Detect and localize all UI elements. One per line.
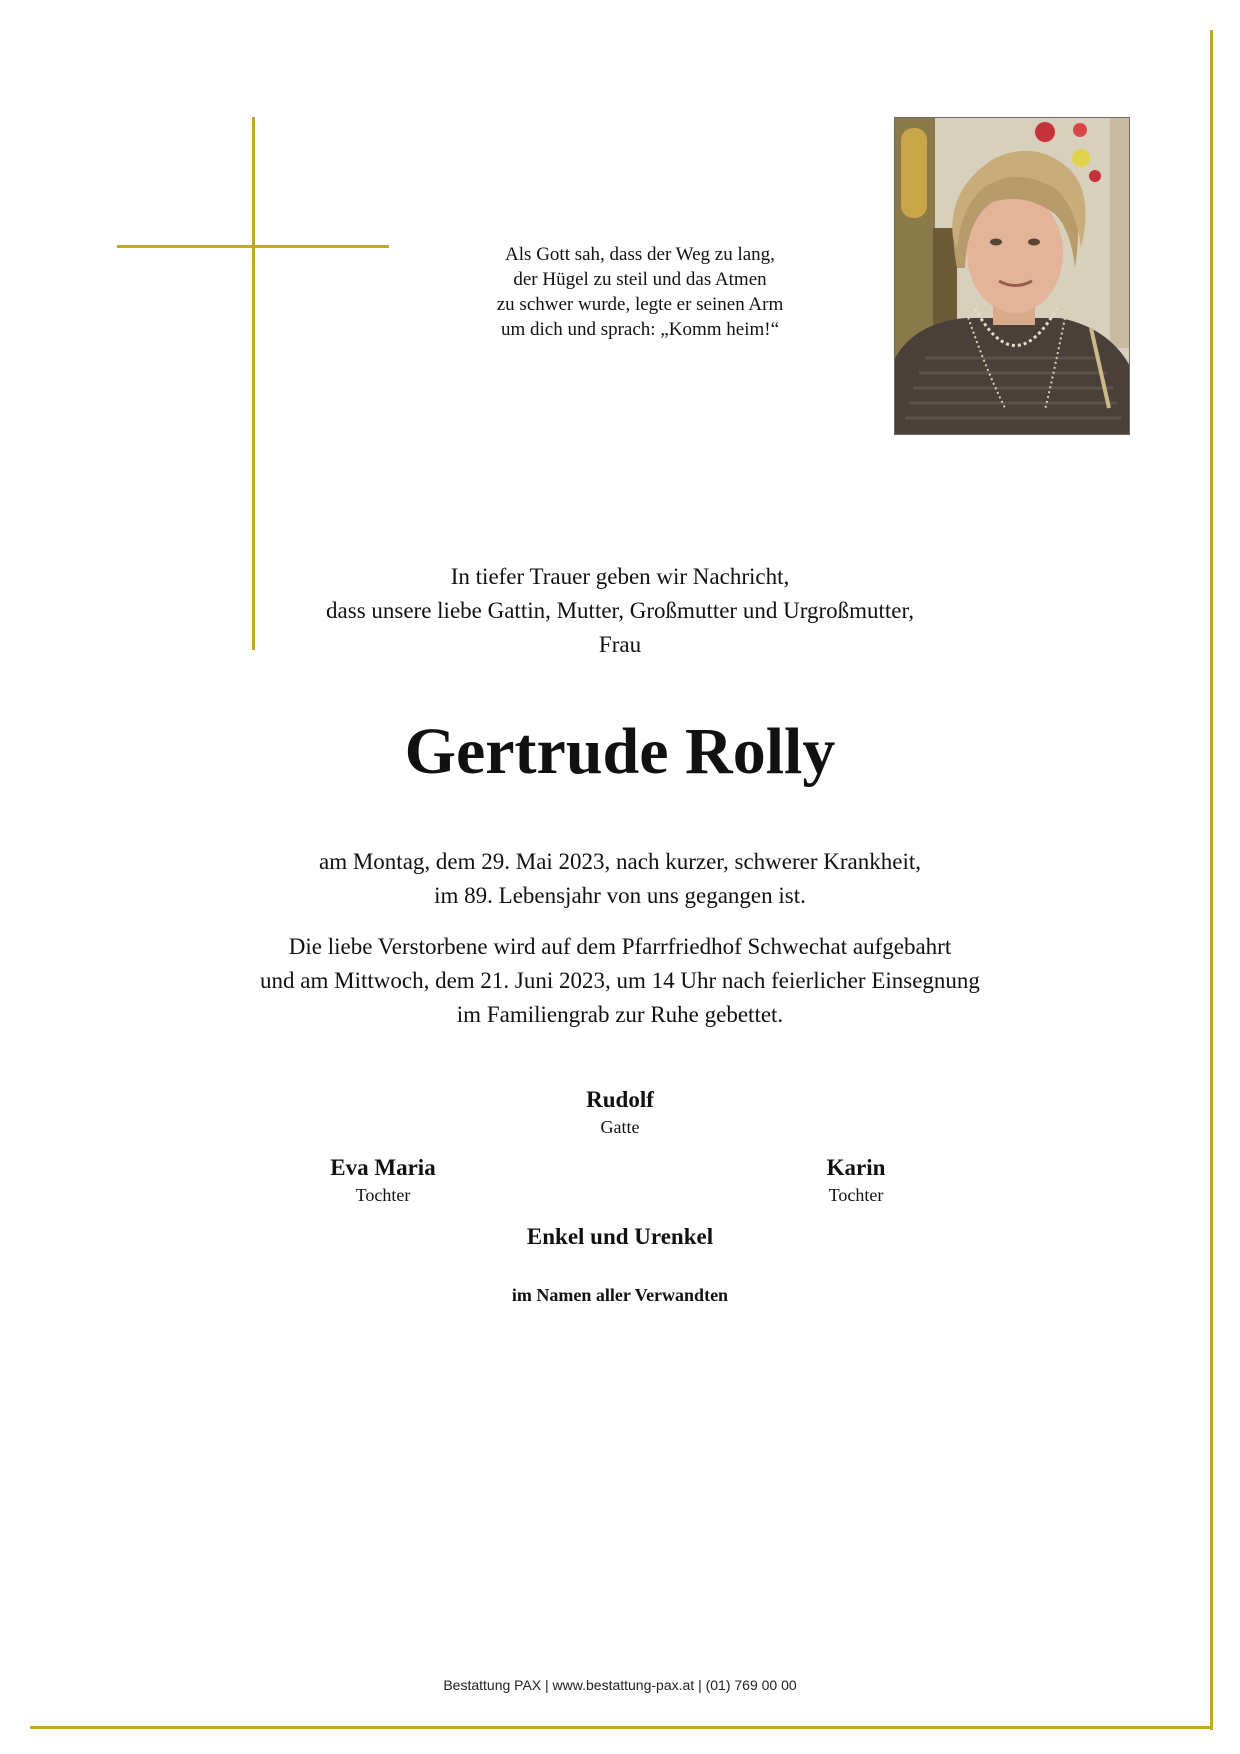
mourner-name: Enkel und Urenkel — [526, 1224, 714, 1249]
verse-line: Als Gott sah, dass der Weg zu lang, — [505, 244, 775, 265]
verse-line: zu schwer wurde, legte er seinen Arm — [496, 294, 784, 315]
deceased-name: Gertrude Rolly — [404, 715, 836, 788]
mourner-daughter-karin — [676, 1153, 1036, 1207]
mourner-relatives — [0, 1283, 1240, 1307]
mourner-role: Gatte — [600, 1117, 640, 1137]
mourner-name: Karin — [826, 1155, 886, 1180]
announcement-intro — [0, 560, 1240, 662]
mourner-name: Rudolf — [586, 1087, 654, 1112]
funeral-line: Die liebe Verstorbene wird auf dem Pfarrfriedhof Schwechat aufgebahrt — [288, 934, 952, 959]
mourner-grandchildren — [0, 1222, 1240, 1252]
border-bottom-line — [30, 1726, 1213, 1729]
verse-line: der Hügel zu steil und das Atmen — [513, 269, 767, 290]
cross-horizontal-bar — [117, 245, 389, 248]
mourner-role: Tochter — [828, 1185, 884, 1205]
intro-line: dass unsere liebe Gattin, Mutter, Großmutter und Urgroßmutter, — [326, 598, 914, 623]
relatives-line: im Namen aller Verwandten — [511, 1285, 729, 1305]
intro-line: Frau — [598, 632, 642, 657]
verse-line: um dich und sprach: „Komm heim!“ — [500, 319, 780, 340]
mourner-name: Eva Maria — [330, 1155, 436, 1180]
mourner-role: Tochter — [355, 1185, 411, 1205]
mourner-daughter-eva-maria — [203, 1153, 563, 1207]
funeral-line: im Familiengrab zur Ruhe gebettet. — [456, 1002, 784, 1027]
funeral-notice — [0, 930, 1240, 1032]
death-line: am Montag, dem 29. Mai 2023, nach kurzer, schwerer Krankheit, — [319, 849, 921, 874]
death-notice — [0, 845, 1240, 913]
funeral-line: und am Mittwoch, dem 21. Juni 2023, um 14 Uhr nach feierlicher Einsegnung — [260, 968, 980, 993]
mourner-spouse — [440, 1085, 800, 1139]
death-line: im 89. Lebensjahr von uns gegangen ist. — [434, 883, 806, 908]
portrait-photo — [894, 117, 1130, 435]
funeral-home-footer: Bestattung PAX | www.bestattung-pax.at | (01) 769 00 00 — [443, 1677, 797, 1693]
memorial-verse — [440, 242, 840, 342]
intro-line: In tiefer Trauer geben wir Nachricht, — [450, 564, 790, 589]
